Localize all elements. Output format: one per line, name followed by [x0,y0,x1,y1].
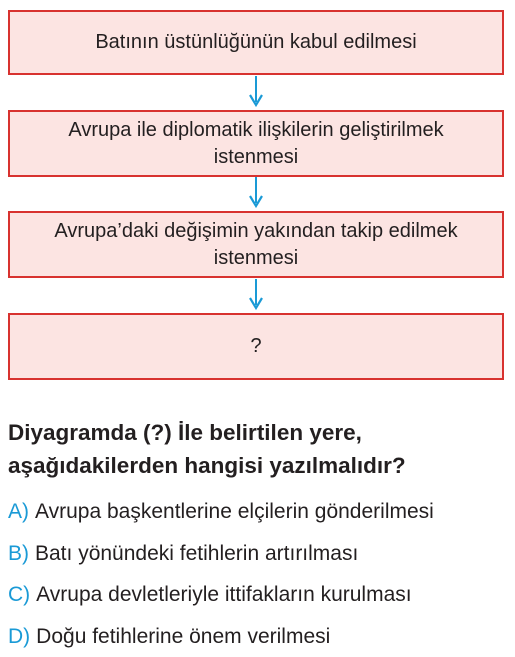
question-text: Diyagramda (?) İle belirtilen yere, aşağıdakilerden hangisi yazılmalıdır? [8,416,508,482]
diagram-box-1: Batının üstünlüğünün kabul edilmesi [8,10,504,75]
diagram-box-unknown: ? [8,313,504,380]
diagram-box-3: Avrupa’daki değişimin yakından takip edilmek istenmesi [8,211,504,278]
option-d[interactable] [8,616,513,657]
option-letter: B) [8,542,29,565]
option-text: Avrupa devletleriyle ittifakların kurulması [36,583,411,606]
down-arrow-icon [248,177,264,209]
option-text: Batı yönündeki fetihlerin artırılması [35,542,358,565]
option-text: Doğu fetihlerine önem verilmesi [36,625,330,648]
option-letter: D) [8,625,30,648]
option-letter: C) [8,583,30,606]
option-b[interactable] [8,533,513,575]
answer-options [8,491,513,657]
down-arrow-icon [248,76,264,108]
down-arrow-icon [248,279,264,311]
option-letter: A) [8,500,29,523]
option-text: Avrupa başkentlerine elçilerin gönderilmesi [35,500,434,523]
diagram-box-2: Avrupa ile diplomatik ilişkilerin geliştirilmek istenmesi [8,110,504,177]
option-c[interactable] [8,574,513,616]
option-a[interactable] [8,491,513,533]
